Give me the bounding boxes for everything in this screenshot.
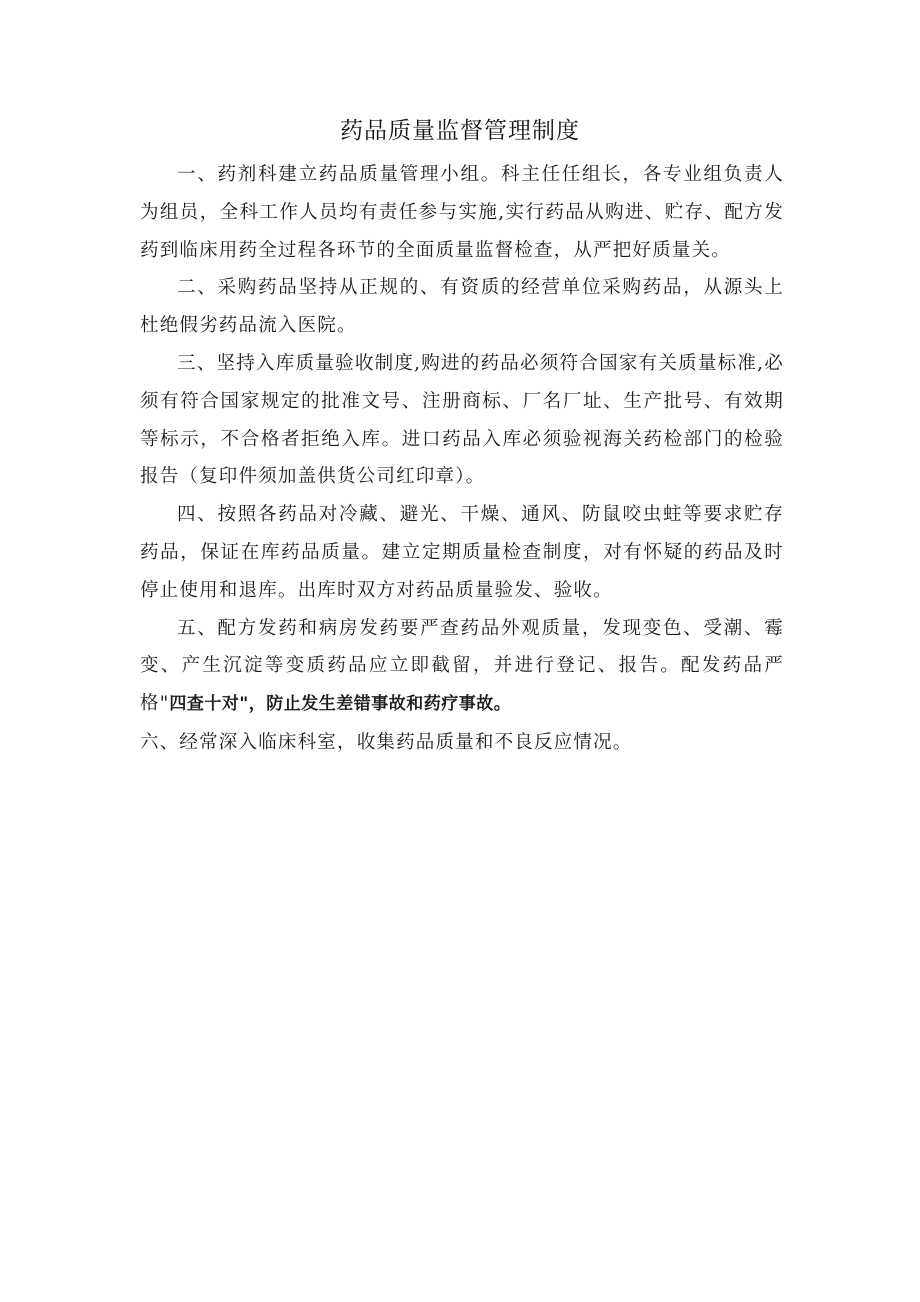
- paragraph-4: 四、按照各药品对冷藏、避光、干燥、通风、防鼠咬虫蛀等要求贮存药品，保证在库药品质量。建立定期质量检查制度，对有怀疑的药品及时停止使用和退库。出库时双方对药品质量验发、验收。: [140, 504, 784, 601]
- document-body: [140, 156, 784, 762]
- paragraph-5-main: 五、配方发药和病房发药要严查药品外观质量，发现变色、受潮、霉变、产生沉淀等变质药品应立即截留，并进行登记、报告。配发药品严格": [140, 617, 784, 715]
- paragraph-1: 一、药剂科建立药品质量管理小组。科主任任组长，各专业组负责人为组员，全科工作人员均有责任参与实施,实行药品从购进、贮存、配方发药到临床用药全过程各环节的全面质量监督检查，从严把好质量关。: [140, 164, 784, 261]
- paragraph-3: 三、坚持入库质量验收制度,购进的药品必须符合国家有关质量标准,必须有符合国家规定的批准文号、注册商标、厂名厂址、生产批号、有效期等标示，不合格者拒绝入库。进口药品入库必须验视海关药检部门的检验报告（复印件须加盖供货公司红印章）。: [140, 352, 784, 488]
- paragraph-5-emphasis: 四查十对"，防止发生差错事故和药疗事故。: [169, 694, 512, 715]
- paragraph-2: 二、采购药品坚持从正规的、有资质的经营单位采购药品，从源头上杜绝假劣药品流入医院。: [140, 277, 784, 337]
- document-title: 药品质量监督管理制度: [340, 118, 580, 144]
- paragraph-6: 六、经常深入临床科室，收集药品质量和不良反应情况。: [140, 731, 633, 753]
- paragraph-5: [140, 610, 784, 724]
